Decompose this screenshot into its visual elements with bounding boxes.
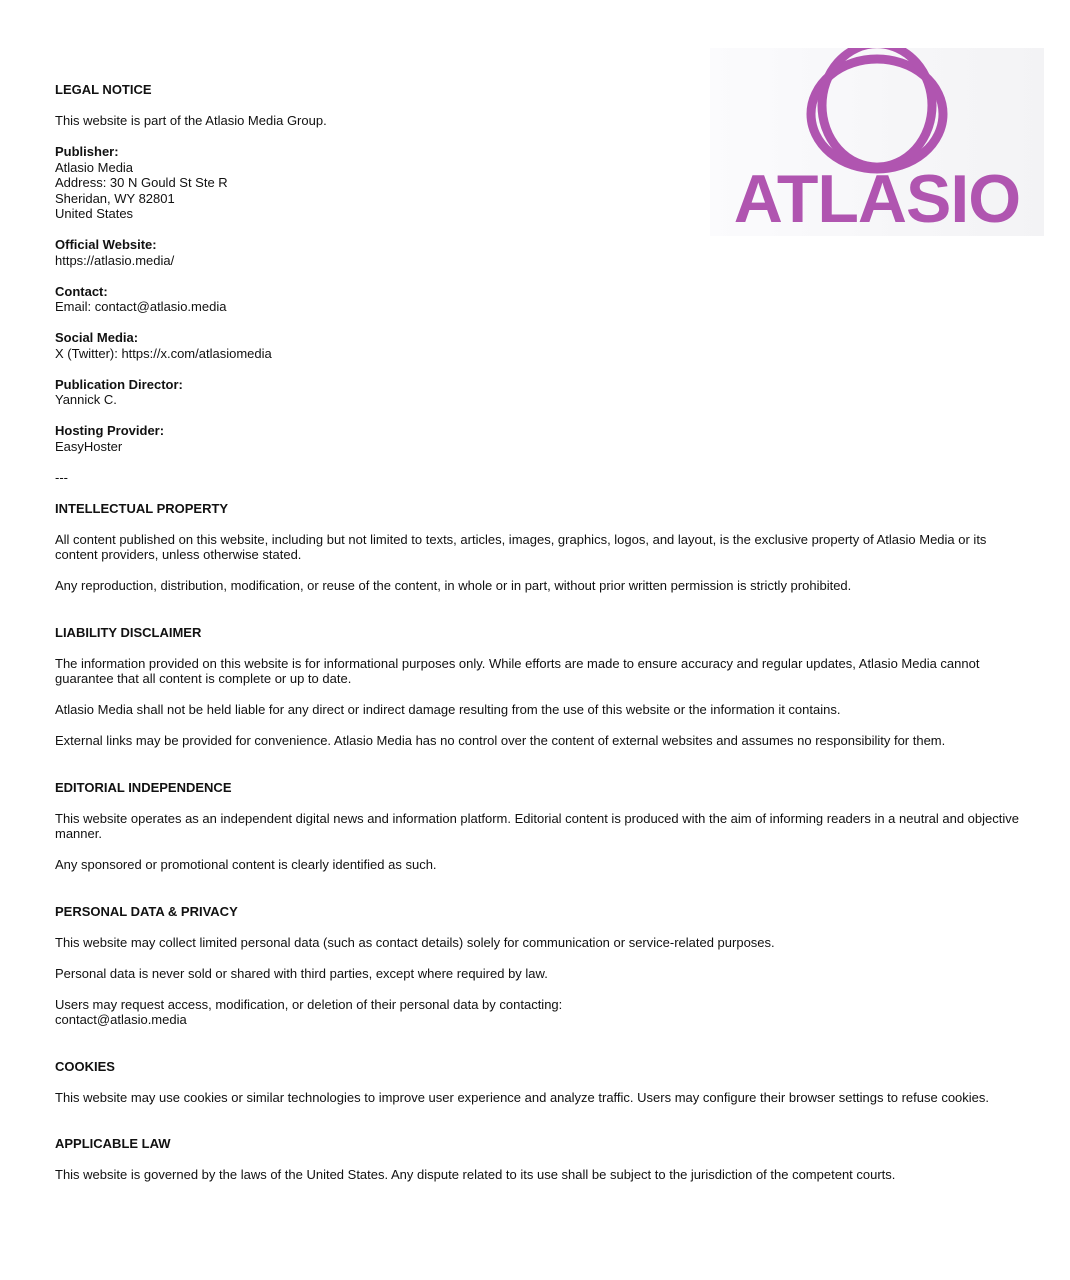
privacy-title-block — [55, 904, 1020, 920]
section-heading-applicable-law: APPLICABLE LAW — [55, 1136, 171, 1151]
publisher-country: United States — [55, 206, 134, 221]
publication-director-block — [55, 377, 1020, 408]
paragraph-text: Any sponsored or promotional content is clearly identified as such. — [55, 857, 437, 872]
publisher-address: Address: 30 N Gould St Ste R — [55, 175, 228, 190]
contact-label: Contact: — [55, 283, 108, 299]
publisher-label: Publisher: — [55, 144, 119, 159]
paragraph-text: This website may collect limited personal data (such as contact details) solely for communication or service-related purposes. — [55, 934, 775, 950]
ip-paragraph-1 — [55, 532, 1020, 563]
social-media-label: Social Media: — [55, 330, 139, 345]
paragraph-text: Any reproduction, distribution, modification, or reuse of the content, in whole or in part, without prior written permission is strictly prohibited. — [55, 578, 852, 593]
section-heading-liability-disclaimer: LIABILITY DISCLAIMER — [55, 624, 202, 640]
contact-email[interactable]: Email: contact@atlasio.media — [55, 299, 227, 314]
privacy-paragraph-3 — [55, 997, 1020, 1028]
svg-text:ATLASIO: ATLASIO — [733, 161, 1021, 236]
legal-document — [55, 82, 1023, 1198]
paragraph-text: Personal data is never sold or shared with third parties, except where required by law. — [55, 965, 548, 981]
liability-paragraph-2 — [55, 702, 1020, 718]
hosting-provider-label: Hosting Provider: — [55, 423, 165, 438]
paragraph-text: All content published on this website, including but not limited to texts, articles, images, graphics, logos, and layout, is the exclusive property of Atlasio Media or its content providers, unless otherwise stated. — [55, 531, 991, 562]
separator-block — [55, 470, 1020, 486]
legal-notice-title-block — [55, 82, 1020, 98]
law-title-block — [55, 1136, 1020, 1152]
section-heading-personal-data: PERSONAL DATA & PRIVACY — [55, 903, 238, 919]
legal-notice-intro: This website is part of the Atlasio Media Group. — [55, 113, 327, 128]
contact-block — [55, 284, 1020, 315]
cookies-title-block — [55, 1059, 1020, 1075]
liability-title-block — [55, 625, 1020, 641]
hosting-provider-block — [55, 423, 1020, 454]
separator: --- — [55, 469, 68, 485]
publisher-name: Atlasio Media — [55, 159, 134, 175]
paragraph-text: Users may request access, modification, or deletion of their personal data by contacting: — [55, 996, 563, 1012]
cookies-paragraph-1 — [55, 1090, 1020, 1106]
section-heading-cookies: COOKIES — [55, 1058, 115, 1074]
section-heading-editorial-independence: EDITORIAL INDEPENDENCE — [55, 779, 232, 795]
section-heading-intellectual-property: INTELLECTUAL PROPERTY — [55, 500, 229, 516]
social-media-block — [55, 330, 1020, 361]
paragraph-text: External links may be provided for convenience. Atlasio Media has no control over the content of external websites and assumes no responsibility for them. — [55, 733, 946, 748]
section-heading-legal-notice: LEGAL NOTICE — [55, 82, 152, 97]
liability-paragraph-3 — [55, 733, 1020, 749]
publication-director-name: Yannick C. — [55, 392, 117, 407]
paragraph-text: This website operates as an independent digital news and information platform. Editorial content is produced with the aim of informing readers in a neutral and objective manner. — [55, 810, 1023, 841]
ip-paragraph-2 — [55, 578, 1020, 594]
publisher-block — [55, 144, 1020, 222]
paragraph-text: This website is governed by the laws of the United States. Any dispute related to its use shall be subject to the jurisdiction of the competent courts. — [55, 1167, 896, 1182]
editorial-paragraph-1 — [55, 810, 1023, 842]
editorial-paragraph-2 — [55, 857, 1020, 873]
official-website-link[interactable]: https://atlasio.media/ — [55, 252, 175, 268]
official-website-block — [55, 237, 1020, 268]
law-paragraph-1 — [55, 1167, 1020, 1183]
privacy-paragraph-1 — [55, 935, 1020, 951]
publication-director-label: Publication Director: — [55, 376, 183, 392]
paragraph-text: Atlasio Media shall not be held liable for any direct or indirect damage resulting from the use of this website or the information it contains. — [55, 702, 841, 717]
privacy-paragraph-2 — [55, 966, 1020, 982]
ip-title-block — [55, 501, 1020, 517]
liability-paragraph-1 — [55, 656, 1020, 687]
paragraph-text: The information provided on this website is for informational purposes only. While efforts are made to ensure accuracy and regular updates, Atlasio Media cannot guarantee that all content is complete or up to date. — [55, 655, 984, 686]
publisher-city: Sheridan, WY 82801 — [55, 190, 175, 206]
legal-notice-intro-block — [55, 113, 1020, 129]
privacy-contact-email[interactable]: contact@atlasio.media — [55, 1012, 187, 1027]
hosting-provider-name: EasyHoster — [55, 438, 123, 454]
social-media-link[interactable]: X (Twitter): https://x.com/atlasiomedia — [55, 345, 272, 361]
editorial-title-block — [55, 780, 1020, 796]
paragraph-text: This website may use cookies or similar technologies to improve user experience and analyze traffic. Users may configure their browser settings to refuse cookies. — [55, 1089, 990, 1105]
official-website-label: Official Website: — [55, 237, 157, 252]
